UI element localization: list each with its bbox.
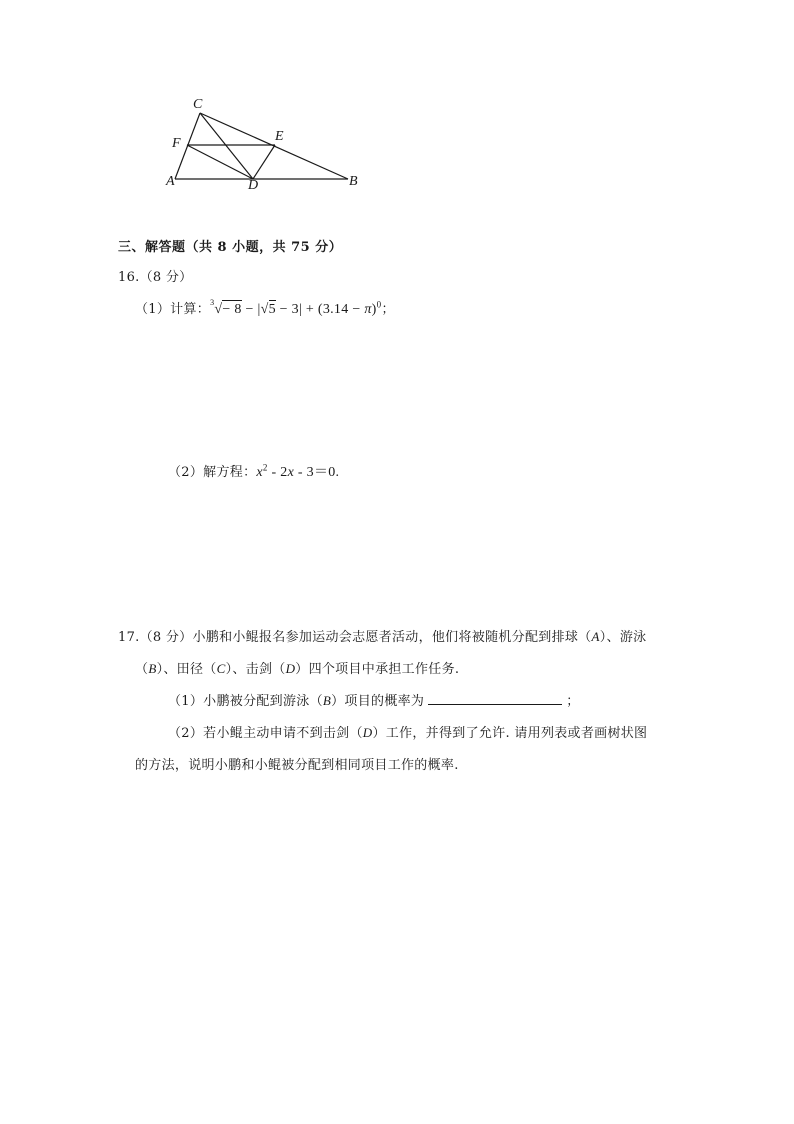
q16-part1-prefix: （1）计算：	[135, 302, 211, 317]
q17-part2	[168, 722, 647, 741]
var-x: x	[256, 465, 263, 480]
q17-option-C: C	[216, 661, 226, 676]
expr-minus: − |	[241, 302, 261, 317]
radical-sign-icon-2: √	[260, 302, 269, 317]
q16-part2-prefix: （2）解方程：	[168, 465, 257, 480]
q17-part1-b: ）项目的概率为	[331, 694, 425, 709]
radical-sign-icon: √	[214, 302, 223, 317]
q17-option-A: A	[591, 629, 600, 644]
q16-header: 16.（8 分）	[118, 270, 193, 285]
segment-FD	[187, 145, 253, 179]
q16-part2	[168, 461, 339, 481]
eq-end: - 3＝0.	[294, 465, 340, 480]
label-C: C	[193, 97, 203, 112]
expr-paren-close: )	[371, 302, 377, 317]
segment-ED	[253, 145, 275, 179]
q17-line2-c: ）、击剑（	[225, 662, 286, 677]
triangle-diagram	[160, 98, 370, 194]
q17-part2-option-D: D	[362, 725, 373, 740]
label-B: B	[349, 174, 358, 189]
label-D: D	[248, 178, 259, 193]
eq-mid: - 2	[267, 465, 288, 480]
q17-part2-b: ）工作，并得到了允许. 请用列表或者画树状图	[372, 726, 648, 741]
q17-line1-tail: ）、游泳	[599, 630, 647, 645]
expr-rest: − 3| + (3.14 −	[275, 302, 365, 317]
radicand-2: 5	[268, 302, 276, 317]
q17-part1	[168, 690, 580, 709]
q16-part2-equation	[256, 462, 340, 480]
q17-line1-text: 17.（8 分）小鹏和小鲲报名参加运动会志愿者活动，他们将被随机分配到排球（	[118, 630, 592, 645]
section-title: 三、解答题（共 8 小题，共 75 分）	[118, 240, 343, 255]
q17-part1-a: （1）小鹏被分配到游泳（	[168, 694, 323, 709]
label-A: A	[166, 174, 175, 189]
q16-part1-end: ；	[381, 302, 395, 317]
cube-root-index: 3	[210, 298, 215, 308]
q17-part2-line2: 的方法，说明小鹏和小鲲被分配到相同项目工作的概率.	[135, 758, 459, 773]
q17-option-D: D	[285, 661, 296, 676]
label-E: E	[275, 129, 284, 144]
expr-exponent: 0	[376, 299, 382, 310]
q17-line1	[118, 626, 646, 645]
triangle-figure	[160, 98, 370, 194]
q16-part1	[135, 298, 395, 318]
q17-part1-option-B: B	[322, 693, 332, 708]
q17-line2-d: ）四个项目中承担工作任务.	[295, 662, 460, 677]
answer-blank[interactable]	[428, 692, 562, 705]
q17-part1-end: ；	[566, 694, 580, 709]
q16-part1-expression	[210, 298, 382, 317]
var-x-exp: 2	[262, 462, 268, 473]
var-x-2: x	[287, 465, 295, 480]
pi-symbol: π	[364, 302, 372, 317]
q17-line2-b: ）、田径（	[156, 662, 217, 677]
q17-option-B: B	[148, 661, 157, 676]
segment-CD	[200, 113, 253, 179]
q17-line2	[135, 658, 459, 677]
q17-part2-a: （2）若小鲲主动申请不到击剑（	[168, 726, 363, 741]
radicand-1: − 8	[222, 302, 242, 317]
q17-line2-a: （	[135, 662, 149, 677]
label-F: F	[172, 136, 181, 151]
